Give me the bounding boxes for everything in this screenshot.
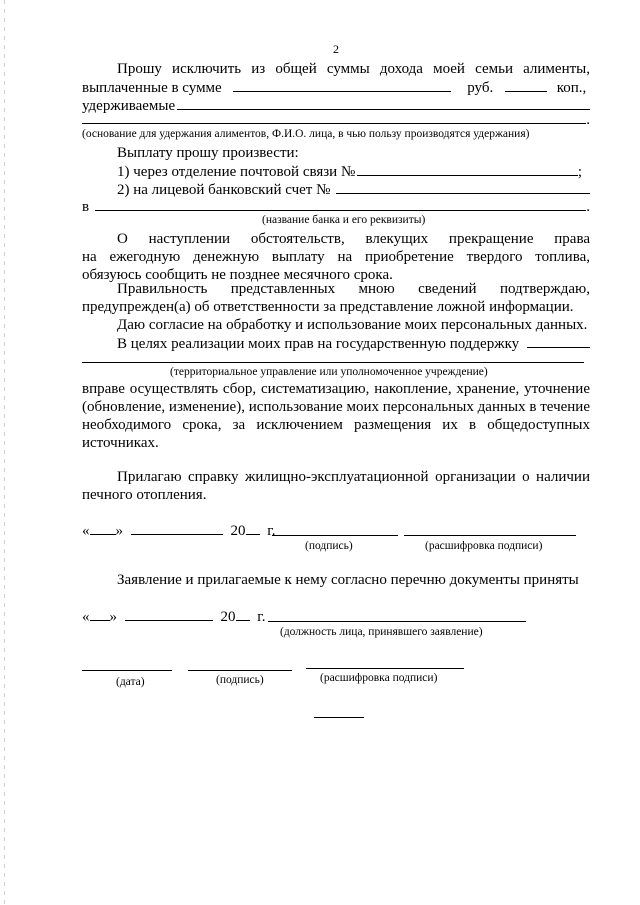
- day-field[interactable]: [90, 521, 116, 535]
- consent-line-3: вправе осуществлять сбор, систематизацию, накопление, хранение, уточнение: [82, 381, 590, 397]
- final-date-field[interactable]: [82, 670, 172, 671]
- accepted-day-field[interactable]: [90, 607, 110, 621]
- payment-title: Выплату прошу произвести:: [117, 145, 299, 161]
- year-field[interactable]: [246, 521, 260, 535]
- final-signature-field[interactable]: [188, 670, 292, 671]
- truth-line-2: предупрежден(а) об ответственности за представление ложной информации.: [82, 299, 574, 315]
- rub-label: руб.: [467, 80, 494, 96]
- attachment-line-2: печного отопления.: [82, 487, 207, 503]
- bank-name-field[interactable]: [95, 197, 586, 211]
- withheld-basis-field[interactable]: [82, 110, 586, 124]
- institution-caption: (территориальное управление или уполномоченное учреждение): [170, 366, 488, 378]
- circumstances-line-2: на ежегодную денежную выплату на приобретение твердого топлива,: [82, 249, 590, 265]
- year-prefix: 20: [230, 523, 246, 539]
- applicant-decoding-caption: (расшифровка подписи): [425, 540, 543, 552]
- consent-line-6: источниках.: [82, 435, 159, 451]
- post-office-field[interactable]: [357, 162, 578, 176]
- accepted-year-field[interactable]: [236, 607, 250, 621]
- consent-line-2: [82, 334, 590, 353]
- consent-line-1: Даю согласие на обработку и использование моих персональных данных.: [117, 317, 588, 333]
- kop-field[interactable]: [505, 78, 547, 92]
- alimony-amount-field[interactable]: [233, 78, 451, 92]
- document-page: [82, 0, 590, 905]
- final-date-caption: (дата): [116, 676, 145, 688]
- accepted-date-line: [82, 607, 590, 626]
- page-number: 2: [333, 42, 339, 56]
- alimony-amount-label: выплаченные в сумме: [82, 80, 222, 96]
- truth-line-1: Правильность представленных мною сведений подтверждаю,: [117, 281, 590, 297]
- institution-field-line[interactable]: [82, 362, 584, 363]
- accepted-position-field[interactable]: [268, 621, 526, 622]
- accepted-month-field[interactable]: [125, 607, 213, 621]
- state-support-field[interactable]: [527, 334, 590, 348]
- alimony-caption: (основание для удержания алиментов, Ф.И.О. лица, в чью пользу производятся удержания): [82, 128, 530, 140]
- alimony-line-1: Прошу исключить из общей суммы дохода моей семьи алименты,: [117, 61, 590, 77]
- bank-period: .: [586, 199, 590, 215]
- final-decoding-caption: (расшифровка подписи): [320, 672, 438, 684]
- applicant-date-line: [82, 521, 590, 540]
- accepted-text: Заявление и прилагаемые к нему согласно перечню документы приняты: [117, 572, 579, 588]
- accepted-quote-open: «: [82, 609, 90, 625]
- accepted-year-suffix: г.: [257, 609, 266, 625]
- quote-open: «: [82, 523, 90, 539]
- consent-line-5: необходимого срока, за исключением размещения их в общедоступных: [82, 417, 590, 433]
- applicant-signature-caption: (подпись): [305, 540, 353, 552]
- bank-prefix: в: [82, 199, 90, 215]
- payment-option-1: [82, 162, 582, 181]
- applicant-signature-field[interactable]: [272, 535, 398, 536]
- alimony-line-2: [82, 78, 590, 97]
- withheld-field[interactable]: [177, 96, 590, 110]
- quote-close: »: [115, 523, 123, 539]
- withheld-label: удерживаемые: [82, 98, 176, 114]
- accepted-quote-close: »: [109, 609, 117, 625]
- circumstances-line-1: О наступлении обстоятельств, влекущих прекращение права: [117, 231, 590, 247]
- semicolon-mark: ;: [577, 164, 582, 180]
- period-mark: .: [586, 112, 590, 128]
- bank-caption: (название банка и его реквизиты): [262, 214, 426, 226]
- bank-account-label: 2) на лицевой банковский счет №: [117, 182, 331, 198]
- circumstances-line-3: обязуюсь сообщить не позднее месячного срока.: [82, 267, 393, 283]
- kop-label: коп.,: [556, 80, 587, 96]
- post-office-label: 1) через отделение почтовой связи №: [117, 164, 356, 180]
- scan-edge: [4, 0, 5, 905]
- end-divider: [314, 717, 364, 718]
- attachment-line-1: Прилагаю справку жилищно-эксплуатационной организации о наличии: [117, 469, 590, 485]
- final-signature-caption: (подпись): [216, 674, 264, 686]
- final-decoding-field[interactable]: [306, 668, 464, 669]
- month-field[interactable]: [131, 521, 223, 535]
- state-support-label: В целях реализации моих прав на государственную поддержку: [117, 336, 520, 352]
- accepted-position-caption: (должность лица, принявшего заявление): [280, 626, 483, 638]
- consent-line-4: (обновление, изменение), использование моих персональных данных в течение: [82, 399, 590, 415]
- accepted-year-prefix: 20: [220, 609, 236, 625]
- bank-account-field[interactable]: [336, 180, 590, 194]
- year-suffix: г.: [267, 523, 276, 539]
- applicant-decoding-field[interactable]: [404, 535, 576, 536]
